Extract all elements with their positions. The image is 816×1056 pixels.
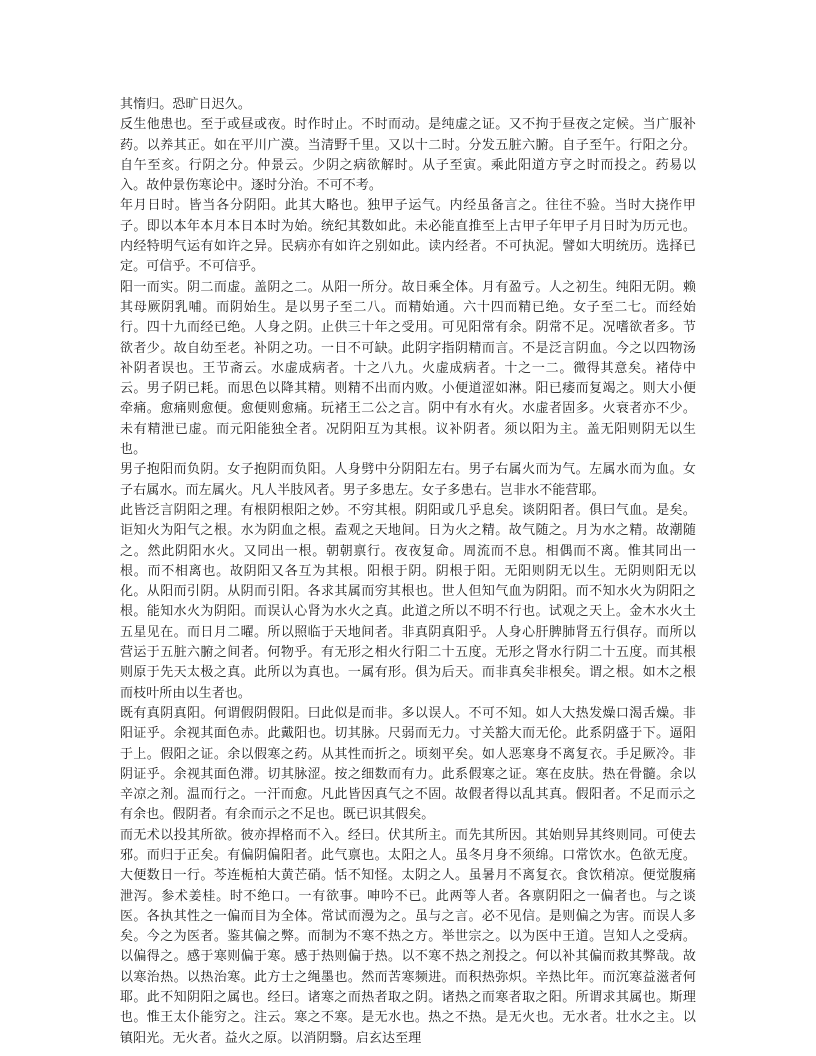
page-body: [120, 95, 696, 1049]
paragraph-6: 此皆泛言阴阳之理。有根阴根阳之妙。不穷其根。阴阳或几乎息矣。谈阴阳者。俱曰气血。是矣。讵知火为阳气之根。水为阴血之根。盍观之天地间。日为火之精。故气随之。月为水之精。故潮随之。然此阴阳水火。又同出一根。朝朝禀行。夜夜复命。周流而不息。相偶而不离。惟其同出一根。而不相离也。故阴阳又各互为其根。阳根于阴。阴根于阳。无阳则阴无以生。无阴则阳无以化。从阳而引阴。从阴而引阳。各求其属而穷其根也。世人但知气血为阴阳。而不知水火为阴阳之根。能知水火为阴阳。而误认心肾为水火之真。此道之所以不明不行也。试观之天上。金木水火土五星见在。而日月二曜。所以照临于天地间者。非真阴真阳乎。人身心肝脾肺肾五行俱存。而所以营运于五脏六腑之间者。何物乎。有无形之相火行阳二十五度。无形之肾水行阴二十五度。而其根则原于先天太极之真。此所以为真也。一属有形。俱为后天。而非真矣非根矣。谓之根。如木之根而枝叶所由以生者也。: [120, 502, 696, 701]
paragraph-3: 年月日时。皆当各分阴阳。此其大略也。独甲子运气。内经虽备言之。往往不验。当时大挠作甲子。即以本年本月本日本时为始。统纪其数如此。未必能直推至上古甲子年甲子月日时为历元也。内经特明气运有如许之异。民病亦有如许之别如此。读内经者。不可执泥。譬如大明统历。选择已定。可信乎。不可信乎。: [120, 198, 696, 275]
paragraph-1: 其惰归。恐旷日迟久。: [120, 97, 252, 112]
paragraph-8: 而无术以投其所欲。彼亦捍格而不入。经曰。伏其所主。而先其所因。其始则异其终则同。可使去邪。而归于正矣。有偏阴偏阳者。此气禀也。太阳之人。虽冬月身不须绵。口常饮水。色欲无度。大便数日一行。芩连栀柏大黄芒硝。恬不知怪。太阴之人。虽暑月不离复衣。食饮稍凉。便觉腹痛泄泻。参术姜桂。时不绝口。一有欲事。呻吟不已。此两等人者。各禀阴阳之一偏者也。与之谈医。各执其性之一偏而目为全体。常试而漫为之。虽与之言。必不见信。是则偏之为害。而误人多矣。今之为医者。鉴其偏之弊。而制为不寒不热之方。举世宗之。以为医中王道。岂知人之受病。以偏得之。感于寒则偏于寒。感于热则偏于热。以不寒不热之剂投之。何以补其偏而救其弊哉。故以寒治热。以热治寒。此方士之绳墨也。然而苦寒频进。而积热弥炽。辛热比年。而沉寒益滋者何耶。此不知阴阳之属也。经曰。诸寒之而热者取之阴。诸热之而寒者取之阳。所谓求其属也。斯理也。惟王太仆能穷之。注云。寒之不寒。是无水也。热之不热。是无火也。无水者。壮水之主。以镇阳光。无火者。益火之原。以消阴翳。启玄达至理: [120, 827, 696, 1046]
paragraph-5: 男子抱阳而负阴。女子抱阴而负阳。人身劈中分阴阳左右。男子右属火而为气。左属水而为血。女子右属水。而左属火。凡人半肢风者。男子多患左。女子多患右。岂非水不能营耶。: [120, 462, 696, 498]
paragraph-7: 既有真阴真阳。何谓假阴假阳。曰此似是而非。多以误人。不可不知。如人大热发燥口渴舌燥。非阳证乎。余视其面色赤。此戴阳也。切其脉。尺弱而无力。寸关豁大而无伦。此系阴盛于下。逼阳于上。假阳之证。余以假寒之药。从其性而折之。顷刻平矣。如人恶寒身不离复衣。手足厥冷。非阴证乎。余视其面色滞。切其脉涩。按之细数而有力。此系假寒之证。寒在皮肤。热在骨髓。余以辛凉之剂。温而行之。一汗而愈。凡此皆因真气之不固。故假者得以乱其真。假阳者。不足而示之有余也。假阴者。有余而示之不足也。既已识其假矣。: [120, 705, 696, 823]
paragraph-2: 反生他患也。至于或昼或夜。时作时止。不时而动。是纯虚之证。又不拘于昼夜之定候。当广服补药。以养其正。如在平川广漠。当清野千里。又以十二时。分发五脏六腑。自子至午。行阳之分。自午至亥。行阴之分。仲景云。少阴之病欲解时。从子至寅。乘此阳道方亨之时而投之。药易以入。故仲景伤寒论中。逐时分治。不可不考。: [120, 117, 696, 194]
paragraph-4: 阳一而实。阴二而虚。盖阴之二。从阳一所分。故日乘全体。月有盈亏。人之初生。纯阳无阴。赖其母厥阴乳哺。而阴始生。是以男子至二八。而精始通。六十四而精已绝。女子至二七。而经始行。四十九而经已绝。人身之阴。止供三十年之受用。可见阳常有余。阴常不足。况嗜欲者多。节欲者少。故自幼至老。补阴之功。一日不可缺。此阴字指阴精而言。不是泛言阴血。今之以四物汤补阴者误也。王节斋云。水虚成病者。十之八九。火虚成病者。十之一二。微得其意矣。褚侍中云。男子阴已耗。而思色以降其精。则精不出而内败。小便道涩如淋。阳已痿而复竭之。则大小便牵痛。愈痛则愈便。愈便则愈痛。玩褚王二公之言。阴中有水有火。水虚者固多。火衰者亦不少。未有精泄已虚。而元阳能独全者。况阴阳互为其根。议补阴者。须以阳为主。盖无阳则阴无以生也。: [120, 279, 696, 458]
